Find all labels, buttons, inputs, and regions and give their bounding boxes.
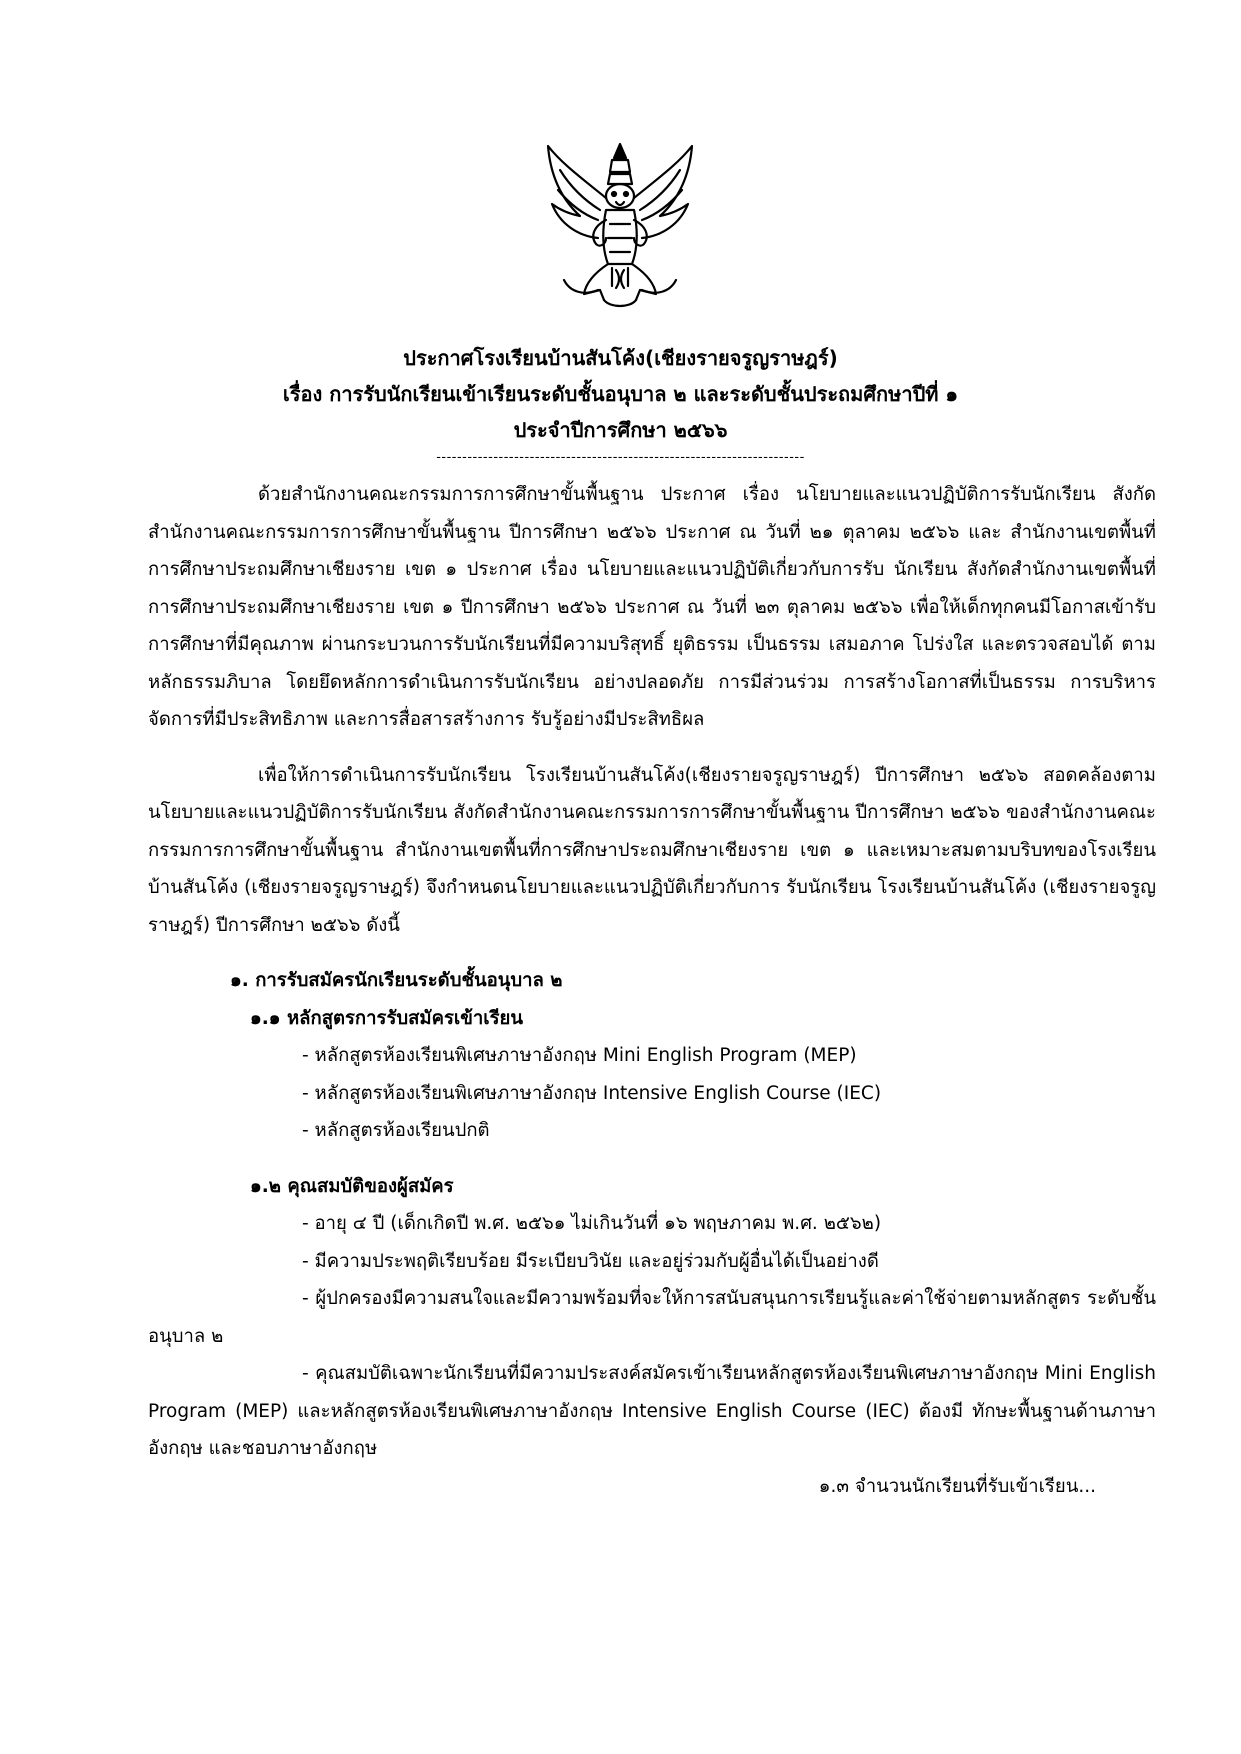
- announcement-header: [150, 340, 1091, 466]
- subsection-heading: ๑.๑ หลักสูตรการรับสมัครเข้าเรียน: [250, 1007, 524, 1029]
- section-heading: ๑. การรับสมัครนักเรียนระดับชั้นอนุบาล ๒: [230, 970, 563, 991]
- list-item: - ผู้ปกครองมีความสนใจและมีความพร้อมที่จะให้การสนับสนุนการเรียนรู้และค่าใช้จ่ายตามหลักสูตร ระดับชั้นอนุบาล ๒: [148, 1288, 1156, 1347]
- list-item: - คุณสมบัติเฉพาะนักเรียนที่มีความประสงค์สมัครเข้าเรียนหลักสูตรห้องเรียนพิเศษภาษาอังกฤษ Mini English Program (MEP) และหลักสูตรห้องเรียนพิเศษภาษาอังกฤษ Intensive English Course (IEC) ต้องมี ทักษะพื้นฐานด้านภาษาอังกฤษ และชอบภาษาอังกฤษ: [148, 1363, 1156, 1459]
- academic-year: ประจำปีการศึกษา ๒๕๖๖: [513, 418, 728, 442]
- continued-note: ๑.๓ จำนวนนักเรียนที่รับเข้าเรียน...: [818, 1475, 1096, 1497]
- paragraph-purpose: เพื่อให้การดำเนินการรับนักเรียน โรงเรียนบ้านสันโค้ง(เชียงรายจรูญราษฎร์) ปีการศึกษา ๒๕๖๖ สอดคล้องตามนโยบายและแนวปฏิบัติการรับนักเรียน สังกัดสำนักงานคณะกรรมการการศึกษาขั้นพื้นฐาน ปีการศึกษา ๒๕๖๖ ของสำนักงานคณะกรรมการการศึกษาขั้นพื้นฐาน สำนักงานเขตพื้นที่การศึกษาประถมศึกษาเชียงราย เขต ๑ และเหมาะสมตามบริบทของโรงเรียนบ้านสันโค้ง (เชียงรายจรูญราษฎร์) จึงกำหนดนโยบายและแนวปฏิบัติเกี่ยวกับการ รับนักเรียน โรงเรียนบ้านสันโค้ง (เชียงรายจรูญราษฎร์) ปีการศึกษา ๒๕๖๖ ดังนี้: [148, 764, 1156, 936]
- list-item: - หลักสูตรห้องเรียนพิเศษภาษาอังกฤษ Intensive English Course (IEC): [302, 1082, 882, 1104]
- announcement-title: ประกาศโรงเรียนบ้านสันโค้ง(เชียงรายจรูญราษฎร์): [403, 346, 838, 370]
- list-item: - หลักสูตรห้องเรียนพิเศษภาษาอังกฤษ Mini English Program (MEP): [302, 1045, 857, 1066]
- announcement-subject: เรื่อง การรับนักเรียนเข้าเรียนระดับชั้นอนุบาล ๒ และระดับชั้นประถมศึกษาปีที่ ๑: [282, 382, 959, 406]
- subsection-heading: ๑.๒ คุณสมบัติของผู้สมัคร: [250, 1175, 454, 1197]
- list-item: - อายุ ๔ ปี (เด็กเกิดปี พ.ศ. ๒๕๖๑ ไม่เกินวันที่ ๑๖ พฤษภาคม พ.ศ. ๒๕๖๒): [302, 1213, 882, 1234]
- paragraph-intro: ด้วยสำนักงานคณะกรรมการการศึกษาขั้นพื้นฐาน ประกาศ เรื่อง นโยบายและแนวปฏิบัติการรับนักเรียน สังกัดสำนักงานคณะกรรมการการศึกษาขั้นพื้นฐาน ปีการศึกษา ๒๕๖๖ ประกาศ ณ วันที่ ๒๑ ตุลาคม ๒๕๖๖ และ สำนักงานเขตพื้นที่การศึกษาประถมศึกษาเชียงราย เขต ๑ ประกาศ เรื่อง นโยบายและแนวปฏิบัติเกี่ยวกับการรับ นักเรียน สังกัดสำนักงานเขตพื้นที่การศึกษาประถมศึกษาเชียงราย เขต ๑ ปีการศึกษา ๒๕๖๖ ประกาศ ณ วันที่ ๒๓ ตุลาคม ๒๕๖๖ เพื่อให้เด็กทุกคนมีโอกาสเข้ารับการศึกษาที่มีคุณภาพ ผ่านกระบวนการรับนักเรียนที่มีความบริสุทธิ์ ยุติธรรม เป็นธรรม เสมอภาค โปร่งใส และตรวจสอบได้ ตามหลักธรรมภิบาล โดยยึดหลักการดำเนินการรับนักเรียน อย่างปลอดภัย การมีส่วนร่วม การสร้างโอกาสที่เป็นธรรม การบริหารจัดการที่มีประสิทธิภาพ และการสื่อสารสร้างการ รับรู้อย่างมีประสิทธิผล: [148, 484, 1156, 730]
- list-item: - มีความประพฤติเรียบร้อย มีระเบียบวินัย และอยู่ร่วมกับผู้อื่นได้เป็นอย่างดี: [302, 1250, 879, 1272]
- list-item: - หลักสูตรห้องเรียนปกติ: [302, 1120, 490, 1141]
- divider: -----------------------------------------------------------------------: [436, 450, 805, 465]
- garuda-emblem-icon: [540, 140, 700, 315]
- announcement-body: [148, 476, 1156, 1505]
